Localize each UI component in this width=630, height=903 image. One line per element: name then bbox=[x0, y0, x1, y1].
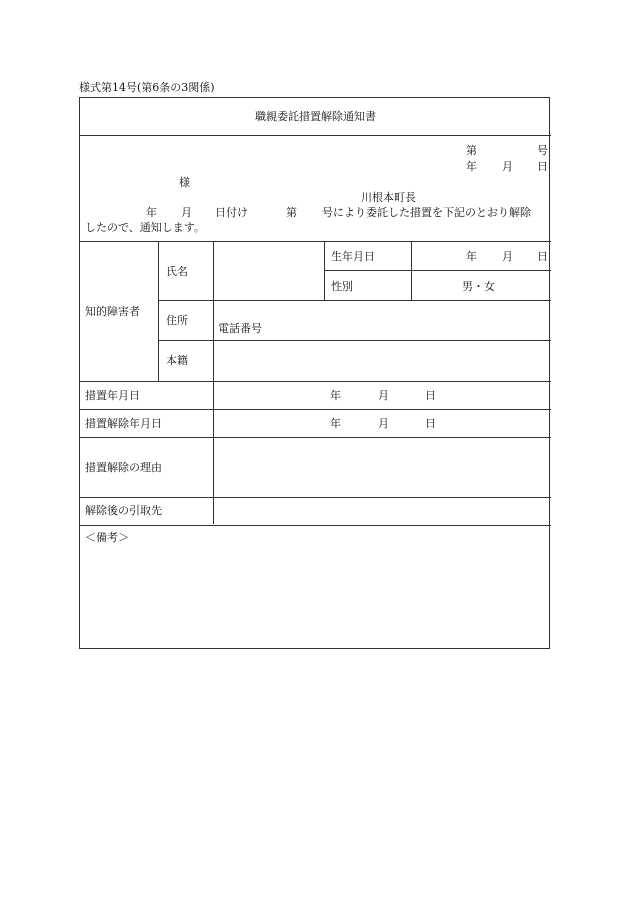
release-year: 年 bbox=[330, 417, 341, 430]
measure-date-label: 措置年月日 bbox=[85, 389, 140, 402]
notice-form bbox=[79, 97, 550, 649]
divider bbox=[158, 340, 551, 341]
after-release-label: 解除後の引取先 bbox=[85, 504, 162, 517]
birth-day: 日 bbox=[537, 250, 548, 263]
notice-sentence: したので、通知します。 bbox=[85, 221, 205, 234]
date-day: 日 bbox=[537, 160, 548, 173]
divider bbox=[80, 525, 551, 526]
release-reason-label: 措置解除の理由 bbox=[85, 461, 162, 474]
divider bbox=[80, 381, 551, 382]
divider bbox=[80, 409, 551, 410]
name-label: 氏名 bbox=[166, 265, 188, 278]
gender-value: 男・女 bbox=[462, 280, 495, 293]
birth-month: 月 bbox=[502, 250, 513, 263]
form-title: 職親委託措置解除通知書 bbox=[255, 110, 376, 123]
divider bbox=[80, 241, 551, 242]
person-section-label: 知的障害者 bbox=[85, 305, 140, 318]
issuer-name: 川根本町長 bbox=[361, 191, 416, 204]
date-year: 年 bbox=[466, 160, 477, 173]
form-number: 様式第14号(第6条の3関係) bbox=[79, 81, 215, 94]
release-day: 日 bbox=[425, 417, 436, 430]
divider bbox=[213, 381, 214, 524]
recipient-honorific: 様 bbox=[179, 176, 190, 189]
divider bbox=[158, 241, 159, 381]
ref-go: 号 bbox=[537, 144, 548, 157]
date-month: 月 bbox=[502, 160, 513, 173]
divider bbox=[80, 437, 551, 438]
divider bbox=[324, 270, 551, 271]
measure-month: 月 bbox=[378, 389, 389, 402]
domicile-label: 本籍 bbox=[166, 354, 188, 367]
release-month: 月 bbox=[378, 417, 389, 430]
divider bbox=[213, 241, 214, 381]
ref-month: 月 bbox=[181, 206, 192, 219]
birth-year: 年 bbox=[466, 250, 477, 263]
gender-label: 性別 bbox=[331, 280, 353, 293]
measure-year: 年 bbox=[330, 389, 341, 402]
release-date-label: 措置解除年月日 bbox=[85, 417, 162, 430]
remarks-label: ＜備考＞ bbox=[85, 531, 129, 544]
ref-year: 年 bbox=[146, 206, 157, 219]
divider bbox=[80, 135, 551, 136]
ref-dated: 日付け bbox=[215, 206, 248, 219]
ref-rest: 号により委託した措置を下記のとおり解除 bbox=[322, 206, 531, 219]
ref-dai-2: 第 bbox=[286, 206, 297, 219]
divider bbox=[158, 300, 551, 301]
ref-dai: 第 bbox=[466, 144, 477, 157]
measure-day: 日 bbox=[425, 389, 436, 402]
phone-label: 電話番号 bbox=[218, 322, 262, 335]
birthdate-label: 生年月日 bbox=[331, 250, 375, 263]
address-label: 住所 bbox=[166, 314, 188, 327]
divider bbox=[80, 497, 551, 498]
